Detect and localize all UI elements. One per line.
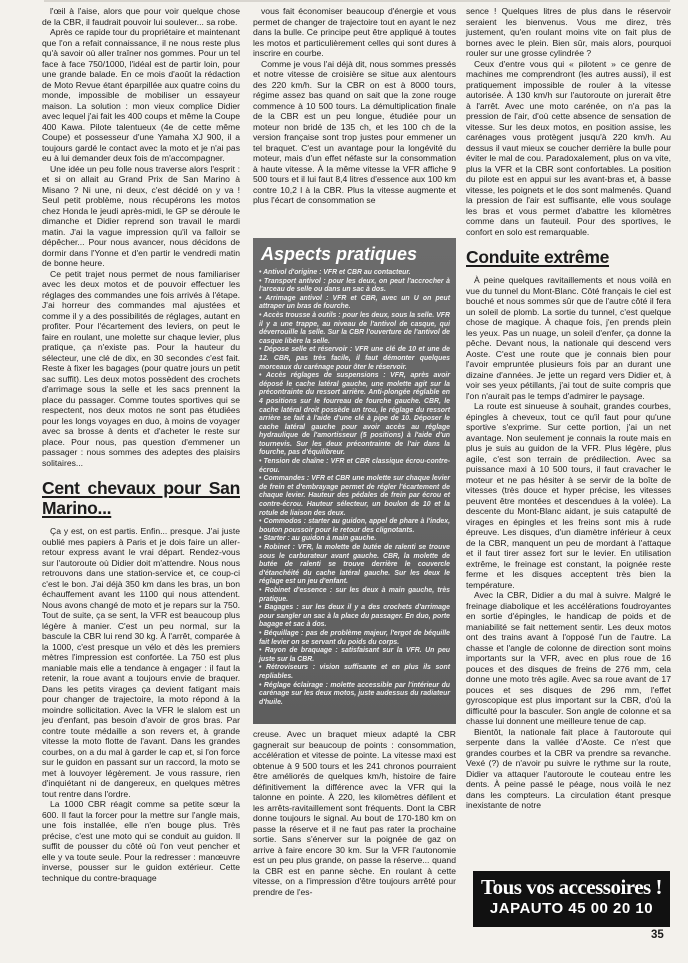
paragraph: Comme je vous l'ai déjà dit, nous sommes pressés et notre vitesse de croisière se situe aux alentours des 220 km/h. Sur la CBR on est à 8000 tours, régime assez bas quand on sait que la zone rouge commence à 10 500 tours. La démultiplication finale de la CBR est un peu longue, étudiée pour un moteur non bridé de 135 ch, et les 100 ch de la version française sont trop justes pour emmener un tel braquet. C'est un avantage pour la longévité du moteur, mais d'un effet néfaste sur la consommation à haute vitesse. À la même vitesse la VFR affiche 9 500 tours et il lui faut 8,4 litres d'essence aux 100 km contre 10,2 l à la CBR. Plus la vitesse augmente et plus l'écart de consommation se xyxy=(253,58,456,205)
box-item: • Rayon de braquage : satisfaisant sur la VFR. Un peu juste sur la CBR. xyxy=(259,647,450,664)
box-item: • Robinet : VFR, la molette de butée de ralenti se trouve sous le carburateur avant gauche. CBR, la molette de butée de ralenti se trouve derrière le couvercle d'étanchéité du cache latéral gauche. Sur les deux le réglage est un jeu d'enfant. xyxy=(259,544,450,587)
box-item: • Commodos : starter au guidon, appel de phare à l'index, bouton poussoir pour le retour des clignotants. xyxy=(259,518,450,535)
section-heading-conduite-extreme xyxy=(466,247,671,267)
ad-title: Tous vos accessoires ! xyxy=(481,875,662,899)
box-item: • Accès réglages de suspensions : VFR, après avoir déposé le cache latéral gauche, une molette agit sur la précontrainte du ressort arrière. Anti-plongée réglable en 4 positions sur le fourreau de fourche gauche. CBR, le cache latéral droit possède un trou, le réglage du ressort arrière se fait à l'aide d'une clé à pipe de 10. Déposer le cache latéral gauche pour avoir accès au réglage hydraulique de l'amortisseur (5 positions) à l'aide d'un tournevis. Sur les deux précontrainte de l'air dans la fourche, pas d'équilibreur. xyxy=(259,372,450,458)
paragraph: l'œil à l'aise, alors que pour voir quelque chose de la CBR, il faudrait pouvoir lui soulever... sa robe. xyxy=(42,6,240,27)
box-item: • Bagages : sur les deux il y a des crochets d'arrimage pour sangler un sac à la place du passager. En duo, porte bagage et sac à dos. xyxy=(259,604,450,630)
paragraph: Bientôt, la nationale fait place à l'autoroute qui serpente dans la vallée d'Aoste. Ce n'est que grandes courbes et la CBR va prendre sa revanche. Vexé (?) de n'avoir pu suivre le rythme sur la route, Didier va attaquer l'autoroute le couteau entre les dents. À peine passé le péage, nous voilà le nez dans les compteurs. La circulation étant presque inexistante de notre xyxy=(466,726,671,810)
japauto-advertisement xyxy=(473,871,670,927)
paragraph: creuse. Avec un braquet mieux adapté la CBR gagnerait sur beaucoup de points : consommation, accélération et vitesse de pointe. La vitesse maxi est obtenue à 9 500 tours et les 241 chronos pourraient être améliorés de quelques km/h, histoire de faire définitivement la différence avec la VFR qui la talonne en pointe. À 220, les kilomètres défilent et les arrêts-ravitaillement sont fréquents. Dont la CBR donne toujours le signal. Au bout de 170-180 km on passe la réserve et il ne faut pas rater la prochaine sortie. Sans s'énerver sur la poignée de gaz on arrive à faire encore 30 km. Sur la VFR l'autonomie est un peu plus grande, on passe la réserve... quand la CBR est en panne sèche. En roulant à cette vitesse, on a l'impression d'être toujours arrêté pour prendre de l'es- xyxy=(253,729,456,897)
box-item: • Robinet d'essence : sur les deux à main gauche, très pratique. xyxy=(259,587,450,604)
heading-text: Cent chevaux pour San Marino... xyxy=(42,478,240,518)
box-item: • Dépose selle et réservoir : VFR une clé de 10 et une de 12. CBR, pas très facile, il faut démonter quelques morceaux du carénage pour ôter le réservoir. xyxy=(259,346,450,372)
box-item: • Starter : au guidon à main gauche. xyxy=(259,535,450,544)
paragraph: À peine quelques ravitaillements et nous voilà en vue du tunnel du Mont-Blanc. Côté français le ciel est bouché et nous sommes sûr que de l'autre côté il fera un soleil de plomb. La sortie du tunnel, c'est quelque chose de magique. À chaque fois, j'en prends plein les yeux. Pas un nuage, un soleil d'enfer, ça donne la pêche. Devant nous, la nationale qui descend vers Aoste. C'est une route que je connais bien pour l'avoir empruntée plusieurs fois par an durant une dizaine d'années. Je jette un regard vers Didier et, à voir ses yeux pétillants, j'ai tout de suite compris que l'on n'aurait pas le temps d'admirer le paysage. xyxy=(466,275,671,401)
paragraph: Ça y est, on est partis. Enfin... presque. J'ai juste oublié mes papiers à Paris et je dois faire un aller-retour express avant le vrai départ. Rendez-vous sur l'autoroute où Didier doit m'attendre. Nous nous retrouvons dans une station-service et, ce coup-ci c'est le bon. J'ai déjà 350 km dans les bras, un bon échauffement avant les 1100 qui nous attendent. Nous avons changé de moto et je repars sur la 750. Tout de suite, ça se sent, la VFR est beaucoup plus légère à manier. C'est un peu normal, sur la bascule la CBR lui rend 30 kg. À l'arrêt, comparée à la 1000, c'est presque un vélo et dès les premiers mètres l'impression est confortée. La 750 est plus maniable mais elle a tendance à engager : il faut la retenir, la roue avant a toujours envie de braquer. Dans les petits virages ça devient fatigant mais pour changer de trajectoire, la moto répond à la moindre sollicitation. Avec la VFR le slalom est un jeu d'enfant, pas besoin d'avoir de gros bras. Par contre toute médaille a son revers et, à grande vitesse la moto flotte de l'avant. Dans les grandes courbes, on a du mal à garder le cap et, si l'on force sur le guidon en passant sur un raccord, la moto se met à louvoyer légèrement. Je vous rassure, rien d'inquiétant ni de dangereux, en quelques mètres tout rentre dans l'ordre. xyxy=(42,526,240,799)
box-item: • Commandes : VFR et CBR une molette sur chaque levier de frein et d'embrayage permet de régler l'écartement de chaque levier. Hauteur des pédales de frein par écrou et contre-écrou. Hauteur sélecteur, un boulon de 10 et la rotule de liaison des deux. xyxy=(259,475,450,518)
box-item: • Réglage éclairage : molette accessible par l'intérieur du carénage sur les deux motos, juste audessus du radiateur d'huile. xyxy=(259,682,450,708)
box-item: • Transport antivol : pour les deux, on peut l'accrocher à l'arceau de selle ou dans un sac à dos. xyxy=(259,278,450,295)
top-edge-rule xyxy=(44,0,670,2)
paragraph: Ceux d'entre vous qui « pilotent » ce genre de machines me comprendront (les autres aussi), il est pratiquement impossible de rouler à la vitesse autorisée. À 130 km/h sur l'autoroute on jurerait être à l'arrêt. Avec une moto carénée, on n'a pas la pression de l'air, d'où cette absence de sensation de vitesse. Sur les deux motos, en position assise, les carénages vous protègent jusqu'à 220 km/h. Au dessus il vaut mieux se coucher derrière la bulle pour éviter le mal de cou. Paradoxalement, plus on va vite, plus la VFR et la CBR sont confortables. La position du pilote est en appui sur les avant-bras et, à basse vitesse, les poignets et le dos sont malmenés. Quand la pression de l'air est suffisante, elle vous soulage les bras et vous permet d'abattre les kilomètres comme dans un fauteuil. Pour des sportives, le confort en solo est remarquable. xyxy=(466,58,671,237)
column-2-bottom xyxy=(253,729,456,897)
column-3 xyxy=(466,6,671,811)
aspects-pratiques-box xyxy=(253,238,456,724)
box-item: • Rétroviseurs : vision suffisante et en plus ils sont repliables. xyxy=(259,664,450,681)
column-1 xyxy=(42,6,240,883)
box-item: • Tension de chaîne : VFR et CBR classique écrou-contre-écrou. xyxy=(259,458,450,475)
paragraph: Ce petit trajet nous permet de nous familiariser avec les deux motos et de pouvoir effectuer les réglages des commandes une fois arrivés à l'étape. J'ai horreur des commandes mal ajustées et comme il y a des possibilités de réglages, autant en profiter. Pour l'écartement des leviers, on peut le faire en roulant, une molette sur chaque levier, plus pratique, ça n'existe pas. Pour la hauteur du sélecteur, une clé de dix, en 30 secondes c'est fait. Reste à fixer les bagages (pour quatre jours un petit sac suffit). Les deux motos possèdent des crochets d'arrimage sous la selle et les sacs prennent la place du passager. Comme toutes sportives qui se respectent, nos deux motos ne sont pas étudiées pour les longs voyages en duo, à moins de voyager avec sa brosse à dents et d'acheter le reste sur place. Pour nous, pas question d'emmener un passager : nous sommes des adeptes des plaisirs solitaires... xyxy=(42,268,240,468)
heading-text: Conduite extrême xyxy=(466,247,610,267)
box-item: • Antivol d'origine : VFR et CBR au contacteur. xyxy=(259,269,450,278)
column-2-top xyxy=(253,6,456,206)
box-item: • Béquillage : pas de problème majeur, l'ergot de béquille fait levier on se servant du poids du corps. xyxy=(259,630,450,647)
box-item: • Arrimage antivol : VFR et CBR, avec un U on peut attraper un bras de fourche. xyxy=(259,295,450,312)
paragraph: sence ! Quelques litres de plus dans le réservoir seraient les bienvenus. Vous me direz, très justement, qu'en roulant moins vite on fait plus de bornes avec le plein. Bien sûr, mais alors, pourquoi rouler sur une grosse cylindrée ? xyxy=(466,6,671,58)
paragraph: Une idée un peu folle nous traverse alors l'esprit : et si on allait au Grand Prix de San Marino à Misano ? Ni une, ni deux, c'est décidé on y va ! Seul petit problème, nous récupérons les motos chez Honda le jeudi après-midi, le GP se déroule le dimanche et Didier reprend son travail le mardi matin. J'ai la vague impression qu'il va falloir se dépêcher... Pour nous avancer, nous décidons de dormir dans l'Yonne et d'en partir le vendredi matin de bonne heure. xyxy=(42,163,240,268)
paragraph: La 1000 CBR réagit comme sa petite sœur la 600. Il faut la forcer pour la mettre sur l'angle mais, une fois installée, elle n'en bouge plus. Très précise, c'est une moto qui se conduit au guidon. Il suffit de pousser du côté où l'on veut pencher et elle y va toute seule. Pour la redresser : manœuvre inverse, pousser sur le guidon extérieur. Cette technique du contre-braquage xyxy=(42,799,240,883)
paragraph: Après ce rapide tour du propriétaire et maintenant que l'on a refait connaissance, il ne nous reste plus qu'à savoir où aller traîner nos gommes. Pour un tel face à face 750/1000, l'idéal est de partir loin, pour une grande balade. En ce mois d'août la rédaction de Moto Revue étant éparpillée aux quatre coins du monde, impossible de mobiliser un essayeur maison. La solution : mon vieux complice Didier avec lequel j'ai fait les 400 coups et même la Coupe 400 Kawa. Pilote talentueux (4e de cette même Coupe) et possesseur d'une Yamaha XJ 900, il a toujours gardé le contact avec la moto et je n'ai pas eu à lui demander deux fois de m'accompagner. xyxy=(42,27,240,163)
paragraph: La route est sinueuse à souhait, grandes courbes, épingles à cheveux, tout ce qu'il faut pour qu'une sportive s'exprime. Sur cette portion, j'ai un net avantage. Non seulement je connais la route mais en plus je suis au guidon de la VFR. Plus légère, plus agile, c'est son terrain de prédilection. Avec sa puissance maxi à 10 500 tours, il faut cravacher le moteur et ne pas hésiter à se servir de la boîte de vitesses (très douce et hyper précise, les vitesses peuvent être montées et descendues à la volée). La descente du Mont-Blanc aidant, je suis catapulté de virages en épingles et les freins sont mis à rude épreuve. Les disques, d'un diamètre inférieur à ceux de la CBR, manquent un peu de mordant à l'attaque et il faut tirer assez fort sur le levier. En utilisation extrême, le freinage est constant, la poignée reste ferme et les disques acceptent très bien la température. xyxy=(466,401,671,590)
paragraph: vous fait économiser beaucoup d'énergie et vous permet de changer de trajectoire tout en ayant le nez dans la bulle. Ce principe peut être appliqué à toutes les motos et particulièrement celles qui sont dures à inscrire en courbe. xyxy=(253,6,456,58)
paragraph: Avec la CBR, Didier a du mal à suivre. Malgré le freinage diabolique et les accélérations foudroyantes en sortie d'épingles, le handicap de poids et de maniabilité se fait nettement sentir. Les deux motos ont des trains avant à l'opposé l'un de l'autre. La chasse et l'angle de colonne de direction sont moins importants sur la VFR, avec en plus roue de 16 pouces et des disques de freins de 276 mm, cela donne une moto très agile. Avec sa roue avant de 17 pouces et ses disques de 296 mm, l'effet gyroscopique est plus important sur la CBR, d'où la difficulté pour la basculer. Son angle de colonne et sa chasse lui donnent une meilleure tenue de cap. xyxy=(466,590,671,726)
box-title: Aspects pratiques xyxy=(261,244,418,264)
page-number: 35 xyxy=(651,929,664,941)
ad-phone: JAPAUTO 45 00 20 10 xyxy=(489,900,654,917)
box-item: • Accès trousse à outils : pour les deux, sous la selle. VFR il y a une trappe, au niveau de l'antivol de casque, qui déverrouille la selle. Sur la CBR l'ouverture de l'antivol de casque libère la selle. xyxy=(259,312,450,346)
section-heading-cent-chevaux xyxy=(42,478,240,518)
box-list xyxy=(253,269,456,707)
